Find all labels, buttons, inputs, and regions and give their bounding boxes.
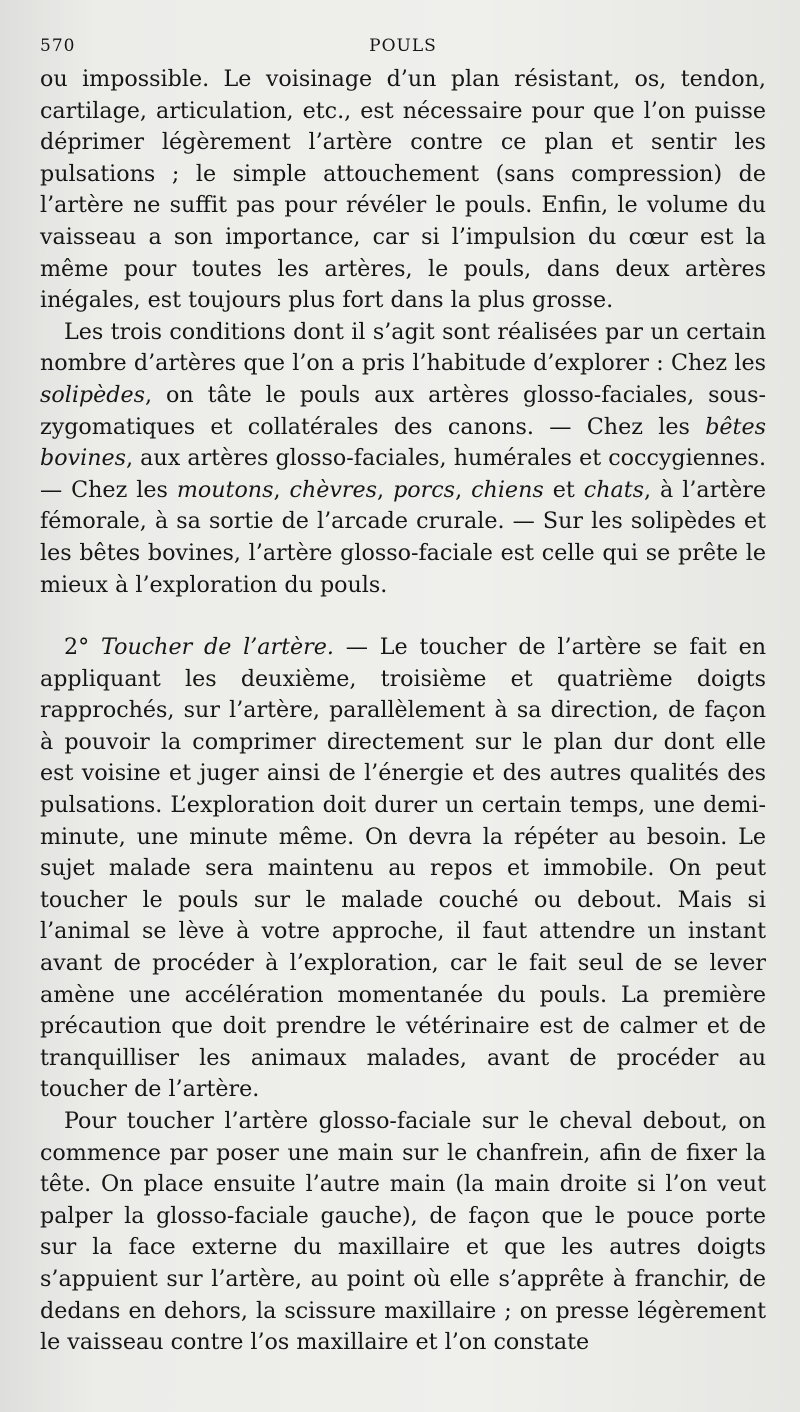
paragraph-2 [40, 317, 766, 601]
term-solipedes: solipèdes [40, 381, 145, 408]
term-chevres: chèvres [289, 476, 378, 503]
paragraph-2-text-i: , [377, 476, 394, 503]
paragraph-2-text-m: et [543, 476, 584, 503]
term-chiens: chiens [471, 476, 544, 503]
section-number: 2° [64, 634, 102, 661]
paragraph-4: Pour toucher l’artère glosso-faciale sur le cheval debout, on commence par poser une main sur le chanfrein, afin de fixer la tête. On place ensuite l’autre main (la main droite si l’on veut palper la glosso-faciale gauche), de façon que le pouce porte sur la face externe du maxillaire et que les autres doigts s’appuient sur l’artère, au point où elle s’apprête à franchir, de dedans en dehors, la scissure maxillaire ; on presse légèrement le vaisseau contre l’os maxillaire et l’on constate [40, 1108, 766, 1356]
term-betes-bovines: bêtes bovines [40, 413, 766, 472]
paragraph-3-text: — Le toucher de l’artère se fait en appliquant les deuxième, troisième et quatrième doigts rapprochés, sur l’artère, parallèlement à sa direction, de façon à pouvoir la comprimer directement sur le plan dur dont elle est voisine et juger ainsi de l’énergie et des autres qualités des pulsations. L’exploration doit durer un certain temps, une demi-minute, une minute même. On devra la répéter au besoin. Le sujet malade sera maintenu au repos et immobile. On peut toucher le pouls sur le malade couché ou debout. Mais si l’animal se lève à votre approche, il faut attendre un instant avant de procéder à l’exploration, car le fait seul de se lever amène une accélération momentanée du pouls. La première précaution que doit prendre le vétérinaire est de calmer et de tranquilliser les animaux malades, avant de procéder au toucher de l’artère. [40, 634, 767, 1103]
paragraph-3 [40, 632, 766, 1106]
term-porcs: porcs [393, 476, 456, 503]
running-title: POULS [369, 36, 437, 56]
paragraph-2-text-k: , [455, 476, 472, 503]
paragraph-2-text-g: , [273, 476, 290, 503]
paragraph-2-text-o: , à l’artère fémorale, à sa sortie de l’arcade crurale. — Sur les solipèdes et les bêtes bovines, l’artère glosso-faciale est celle qui se prête le mieux à l’exploration du pouls. [40, 476, 767, 598]
paragraph-2-text-c: , on tâte le pouls aux artères glosso-faciales, sous-zygomatiques et collatérales des canons. — Chez les [40, 381, 766, 440]
page-header [40, 30, 766, 64]
paragraph-1: ou impossible. Le voisinage d’un plan résistant, os, tendon, cartilage, articulation, etc., est nécessaire pour que l’on puisse déprimer légèrement l’artère contre ce plan et sentir les pulsations ; le simple attouchement (sans compression) de l’artère ne suffit pas pour révéler le pouls. Enfin, le volume du vaisseau a son importance, car si l’impulsion du cœur est la même pour toutes les artères, le pouls, dans deux artères inégales, est toujours plus fort dans la plus grosse. [40, 66, 766, 314]
term-chats: chats [583, 476, 645, 503]
term-moutons: moutons [176, 476, 274, 503]
paragraph-2-text-a: Les trois conditions dont il s’agit sont réalisées par un certain nombre d’artères que l’on a pris l’habitude d’explorer : Chez les [40, 318, 766, 377]
paragraph-2-text-e: , aux artères glosso-faciales, humérales et coccygiennes. — Chez les [40, 445, 766, 503]
body-text [40, 64, 766, 1359]
page-number: 570 [40, 36, 76, 56]
section-heading: Toucher de l’artère. [101, 634, 334, 661]
